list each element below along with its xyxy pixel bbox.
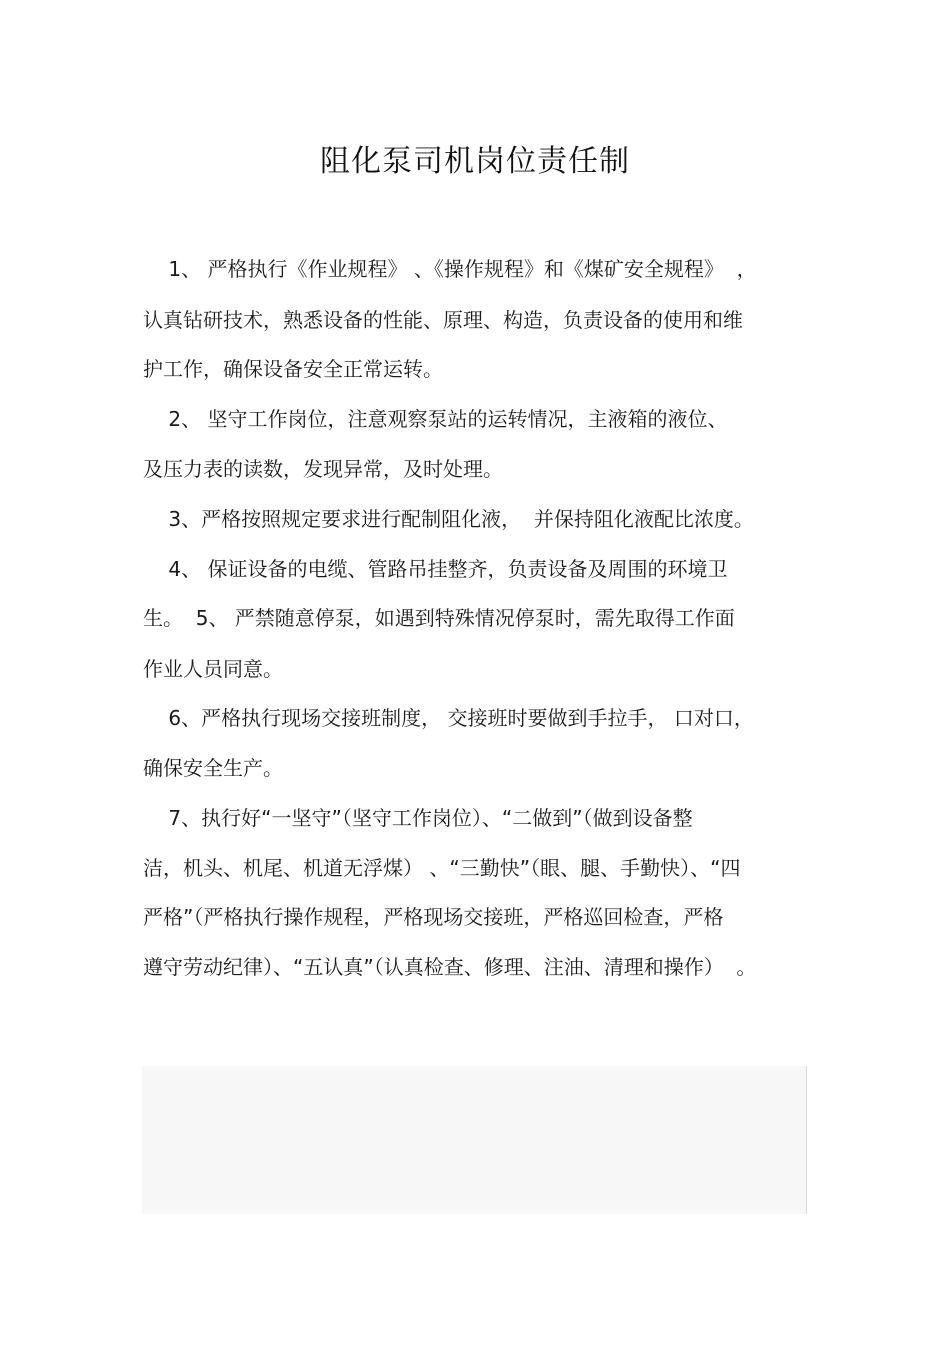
body-line: 认真钻研技术，熟悉设备的性能、原理、构造，负责设备的使用和维 bbox=[143, 308, 743, 332]
body-line: 1、 严格执行《作业规程》 、《操作规程》和《煤矿安全规程》 ， bbox=[143, 257, 757, 281]
body-line: 3、严格按照规定要求进行配制阻化液， 并保持阻化液配比浓度。 bbox=[143, 507, 754, 531]
body-line: 7、执行好“一坚守”（坚守工作岗位）、“二做到”（做到设备整 bbox=[143, 806, 693, 830]
body-line: 4、 保证设备的电缆、管路吊挂整齐，负责设备及周围的环境卫 bbox=[143, 557, 728, 581]
body-line: 2、 坚守工作岗位，注意观察泵站的运转情况，主液箱的液位、 bbox=[143, 407, 728, 431]
body-line: 护工作，确保设备安全正常运转。 bbox=[143, 357, 443, 381]
body-line: 遵守劳动纪律）、“五认真”（认真检查、修理、注油、清理和操作） 。 bbox=[143, 955, 757, 979]
body-line: 作业人员同意。 bbox=[143, 657, 283, 681]
body-line: 严格”（严格执行操作规程，严格现场交接班，严格巡回检查，严格 bbox=[143, 905, 724, 929]
body-line: 及压力表的读数，发现异常，及时处理。 bbox=[143, 457, 503, 481]
body-line: 确保安全生产。 bbox=[143, 756, 283, 780]
body-line: 洁，机头、机尾、机道无浮煤） 、“三勤快”（眼、腿、手勤快）、“四 bbox=[143, 856, 741, 880]
document-title: 阻化泵司机岗位责任制 bbox=[320, 144, 630, 179]
body-line: 6、严格执行现场交接班制度， 交接班时要做到手拉手， 口对口， bbox=[143, 706, 754, 730]
blank-footer-box bbox=[142, 1066, 807, 1214]
body-line: 生。 5、 严禁随意停泵，如遇到特殊情况停泵时，需先取得工作面 bbox=[143, 606, 735, 630]
